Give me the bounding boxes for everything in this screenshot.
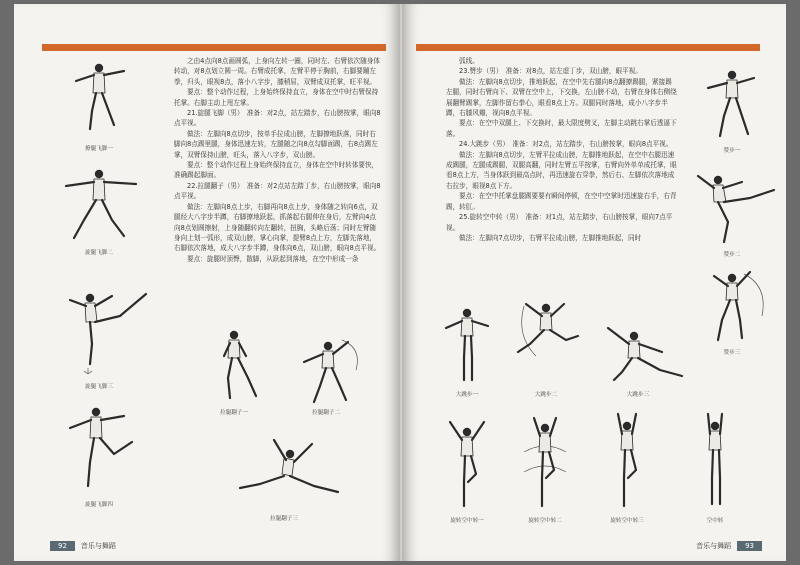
figure-caption: 旋腿飞脚二	[85, 250, 113, 256]
figure-caption: 撩腿飞脚一	[85, 146, 113, 152]
paragraph: 做法：左脚向7点切步，右臂平拉成山膀，左脚推地跃起，同时	[459, 233, 642, 242]
paragraph: 弧线。	[459, 57, 479, 65]
dancer-figure	[680, 410, 750, 510]
paragraph: 要点：在空中托掌盘腿踢要要有瞬间停顿，在空中空掌时迅速旋右手，右背踢，转肛。	[446, 192, 677, 211]
dancer-figure	[282, 334, 372, 406]
header-band	[42, 44, 386, 51]
dancer-figure	[54, 59, 144, 134]
right-footer	[696, 539, 768, 553]
right-page	[402, 4, 786, 561]
book-title: 音乐与舞蹈	[80, 542, 116, 550]
figure-caption: 赞步二	[723, 252, 741, 258]
figure-caption: 旋转空中转二	[528, 518, 562, 524]
paragraph: 24.大跳步（男） 准备：对2点，站左踏步，右山膀按掌，眼向8点平视。	[459, 140, 673, 149]
dancer-figure	[432, 304, 502, 384]
left-page	[14, 4, 400, 561]
figure-caption: 旋腿飞脚三	[85, 384, 113, 390]
left-body-text	[174, 56, 382, 264]
dancer-figure	[432, 416, 502, 512]
figure-caption: 大跳步二	[534, 392, 558, 398]
dancer-figure	[42, 286, 157, 374]
figure-caption: 拉腿翻子三	[270, 516, 298, 522]
paragraph: 23.赞步（男） 准备：对8点，站左虚丁步，双山膀，眼平视。	[459, 67, 642, 76]
figure-caption: 赞步一	[723, 148, 741, 154]
figure-caption: 拉腿翻子一	[220, 410, 248, 416]
figure-caption: 大跳步三	[626, 392, 650, 398]
paragraph: 做法：左脚向8点切步，左臂平拉成山膀，左脚推地跃起，在空中右腿迅速成踢腿，左腿成踢腿，双腿高翻，同时左臂五平按掌，右臂向外单单成托掌，眼看8点上方，当身体跃到最高点时，再迅速旋右穿拳，然后右、左脚依次落地成右拉步，眼视8点下方。	[446, 150, 677, 190]
paragraph: 要点：旋腿时顶臀，散脚，从跃起到落地，在空中形成一条	[187, 254, 359, 263]
dancer-figure	[506, 296, 586, 382]
page-number: 93	[737, 541, 762, 551]
figure-caption: 赞步三	[723, 350, 741, 356]
dancer-figure	[684, 266, 780, 344]
figure-caption: 旋转空中转三	[610, 518, 644, 524]
dancer-figure	[692, 66, 772, 141]
dancer-figure	[194, 326, 274, 402]
figure-caption: 空中转	[706, 518, 724, 524]
paragraph: 要点：整个动作过程，上身始终保持直立，身体在空中时右臂保持托掌。右脚主动上甩左掌。	[174, 88, 379, 107]
figure-caption: 大跳步一	[455, 392, 479, 398]
right-body-text	[446, 56, 678, 243]
paragraph: 做法：左脚向8点切步，按单手拉成山膀，左脚撩地跃落，同时右脚向8点踢里腿，身体迅速左转，左腿随之向8点勾脚面踢，右8点踢左掌，双臂保持山膀，旺头，落入八字步，双山膀。	[174, 129, 378, 159]
dancer-figure	[44, 164, 154, 244]
left-footer	[44, 539, 116, 553]
paragraph: 21.旋腿飞脚（男） 准备：对2点，站左踏步，右山膀按掌，眼向8点平视。	[174, 109, 381, 128]
paragraph: 要点：在空中双腿上、下交换时，最大限度劈叉，左脚主动跳右掌后透逼下落。	[446, 119, 677, 138]
paragraph: 之由4点向8点画圆弧，上身向左转一圈，同时左、右臂依次随身体转动，对8点划立圆一周。右臂成托掌，左臂平停于胸前，右脚要蹦左拳，归头，眼视8点，落小八字步，膝稍屈，双臂成双托掌，旺平视。	[174, 57, 381, 86]
paragraph: 25.旋转空中转（男） 准备：对1点，站左踏步，右山膀按掌，眼向7点平视。	[446, 213, 673, 232]
paragraph: 22.拉腿翻子（男） 准备：对2点站左踏丁步，右山膀按掌，眼向8点平视。	[174, 181, 381, 201]
dancer-figure	[44, 402, 154, 494]
paragraph: 要点：整个动作过程上身始终保持直立，身体在空中时转体要快，准确踢起脚面。	[174, 161, 379, 180]
paragraph: 做法：左脚向8点切步，推地跃起，在空中先右腿向8点翻撩踢腿，紧接踢左腿，同时右臂向下、双臂在空中上，下交换，左山膀不动，右臂在身体右侧绕展翻臂踢掌，左脚作留右拳心，眼看8点上方。双腿同时落地，成小八字步半蹲，右膝风瓣，视向8点平视。	[446, 77, 677, 118]
figure-caption: 拉腿翻子二	[312, 410, 340, 416]
dancer-figure	[590, 318, 686, 384]
figure-caption: 旋转空中转一	[450, 518, 484, 524]
paragraph: 做法：左脚向8点上步，右脚再向8点上步，身体随之转向6点，双腿经大八字步半蹲，右脚撩地跃起，抓落起右腿伸在身后，左臂向4点向8点划圆擦射，上身随翻转向左翻转，扭胸，头略后荡；同时左臂随身向上划一弧形，成双山膀，掌心向掌，提臂8点上方，左脚先落地，右脚依次落地，成大八字步半蹲，身体向6点，双山膀，眼向8点平视。	[174, 202, 381, 253]
dancer-figure	[592, 410, 662, 512]
header-band	[416, 44, 760, 51]
dancer-figure	[510, 412, 580, 512]
figure-caption: 旋腿飞脚四	[85, 502, 113, 508]
dancer-figure	[234, 432, 344, 508]
dancer-figure	[684, 168, 780, 246]
book-title: 音乐与舞蹈	[696, 542, 732, 550]
page-number: 92	[50, 541, 75, 551]
